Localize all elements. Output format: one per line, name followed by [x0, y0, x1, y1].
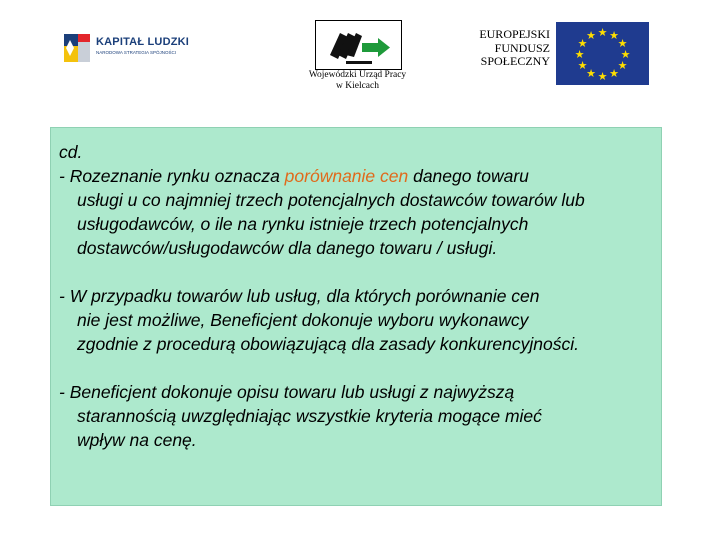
eu-flag-icon [556, 22, 649, 85]
efs-line1: EUROPEJSKI [479, 27, 550, 41]
content-panel [50, 127, 662, 506]
spacer [59, 356, 659, 380]
wup-label-line1: Wojewódzki Urząd Pracy [308, 70, 407, 80]
p3-line3: wpływ na cenę. [77, 430, 197, 450]
p1-line1 [59, 164, 659, 188]
svg-text:★: ★ [609, 29, 619, 42]
p2-line2: nie jest możliwe, Beneficjent dokonuje wyboru wykonawcy [77, 310, 529, 330]
wup-logo [300, 20, 415, 90]
svg-text:★: ★ [609, 67, 619, 80]
p1-prefix: - Rozeznanie rynku oznacza [59, 166, 285, 186]
svg-text:★: ★ [586, 67, 596, 80]
svg-text:★: ★ [597, 26, 608, 39]
wup-emblem-icon [316, 21, 401, 69]
p1-highlight: porównanie cen [284, 166, 409, 186]
svg-text:★: ★ [617, 37, 628, 50]
efs-line2: FUNDUSZ [494, 40, 550, 55]
svg-text:★: ★ [577, 37, 588, 50]
p1-line3: usługodawców, o ile na rynku istnieje trzech potencjalnych [77, 214, 529, 234]
wup-label [300, 70, 415, 92]
svg-text:★: ★ [620, 48, 631, 61]
efs-line3: SPOŁECZNY [480, 54, 550, 68]
kapital-ludzki-title: KAPITAŁ LUDZKI [96, 36, 190, 48]
kapital-ludzki-emblem-icon [60, 28, 94, 68]
svg-text:★: ★ [574, 48, 585, 61]
content-text [59, 140, 659, 452]
paragraph-1 [59, 164, 659, 260]
paragraph-3 [59, 380, 659, 452]
svg-text:★: ★ [586, 29, 596, 42]
svg-text:★: ★ [617, 59, 628, 72]
spacer [59, 260, 659, 284]
p1-after: danego towaru [408, 166, 529, 186]
paragraph-2 [59, 284, 659, 356]
wup-emblem-box [315, 20, 402, 70]
wup-label-line2: w Kielcach [336, 81, 379, 91]
svg-text:★: ★ [577, 59, 588, 72]
p1-line4: dostawców/usługodawców dla danego towaru / usługi. [77, 238, 498, 258]
p2-line3: zgodnie z procedurą obowiązującą dla zasady konkurencyjności. [77, 334, 579, 354]
svg-text:★: ★ [597, 70, 608, 83]
p3-line1: - Beneficjent dokonuje opisu towaru lub usługi z najwyższą [59, 382, 515, 402]
p2-line1: - W przypadku towarów lub usług, dla których porównanie cen [59, 286, 540, 306]
p1-line2: usługi u co najmniej trzech potencjalnych dostawców towarów lub [77, 190, 585, 210]
p3-line2: starannością uwzględniając wszystkie kryteria mogące mieć [77, 406, 542, 426]
efs-label [450, 28, 550, 69]
cd-label: cd. [59, 142, 83, 162]
kapital-ludzki-logo [60, 28, 190, 68]
kapital-ludzki-subtitle: NARODOWA STRATEGIA SPÓJNOŚCI [96, 50, 177, 55]
